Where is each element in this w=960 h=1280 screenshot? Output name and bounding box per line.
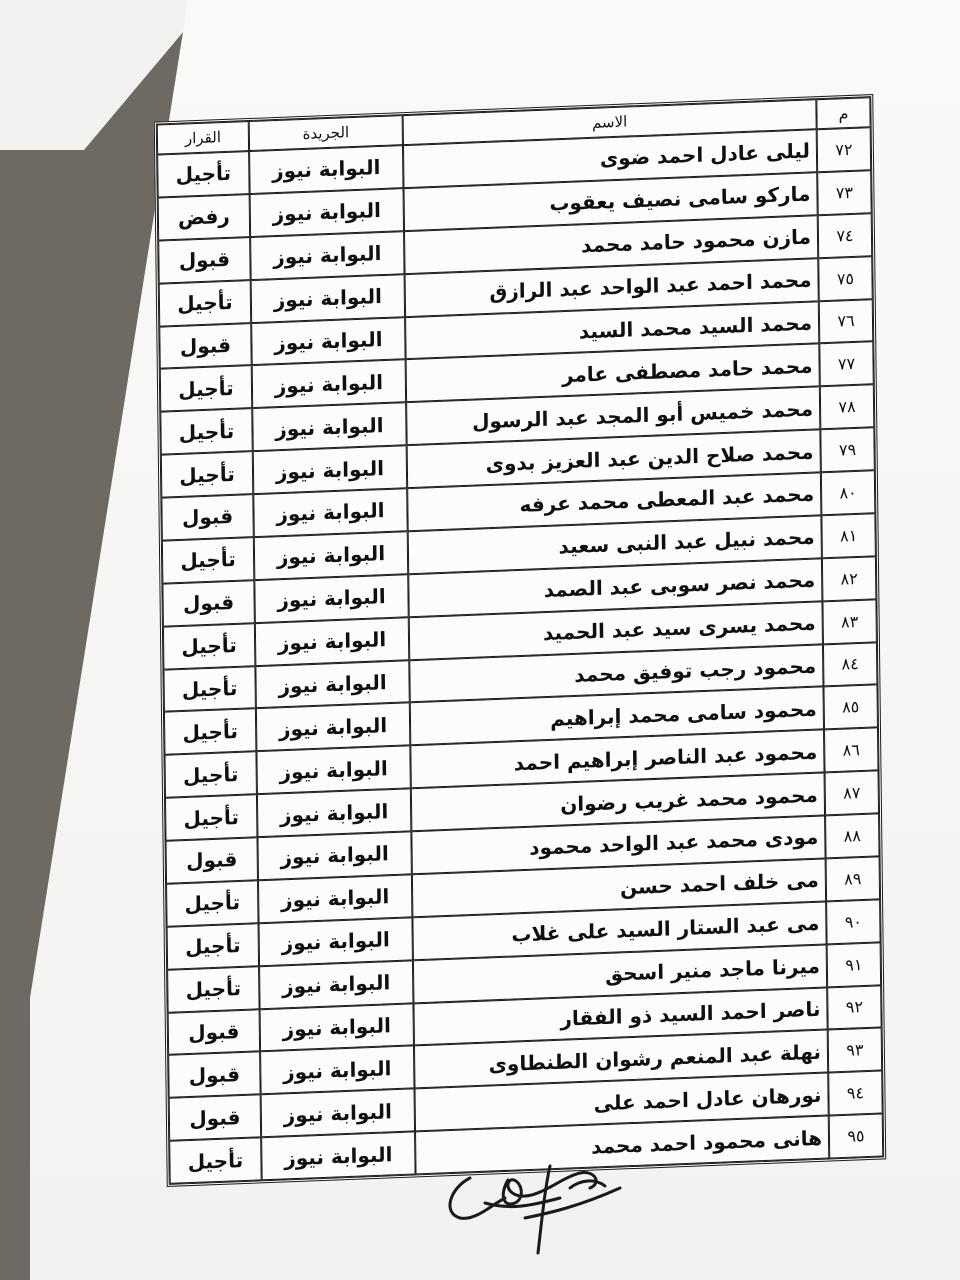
row-name: محمود رجب توفيق محمد (409, 644, 823, 703)
row-newspaper: البوابة نيوز (252, 360, 406, 409)
row-decision: تأجيل (162, 537, 254, 583)
header-name: الاسم (403, 99, 817, 145)
row-newspaper: البوابة نيوز (259, 917, 413, 966)
row-number: ٨٥ (823, 685, 877, 730)
row-newspaper: البوابة نيوز (256, 746, 410, 795)
row-number: ٨٢ (822, 556, 876, 601)
row-newspaper: البوابة نيوز (250, 231, 404, 280)
row-newspaper: البوابة نيوز (251, 274, 405, 323)
row-number: ٨١ (821, 513, 875, 558)
row-newspaper: البوابة نيوز (255, 617, 409, 666)
row-decision: تأجيل (165, 794, 257, 840)
roster-body (157, 127, 883, 1184)
row-number: ٩١ (827, 942, 881, 987)
row-name: نهلة عبد المنعم رشوان الطنطاوى (414, 1030, 828, 1089)
row-decision: قبول (158, 237, 250, 283)
row-newspaper: البوابة نيوز (261, 1132, 415, 1181)
roster-table (154, 94, 886, 1187)
row-newspaper: البوابة نيوز (257, 788, 411, 837)
row-newspaper: البوابة نيوز (261, 1089, 415, 1138)
row-decision: تأجيل (160, 408, 252, 454)
row-name: محمد نصر سوبى عبد الصمد (408, 558, 822, 617)
roster-sheet (154, 94, 886, 1187)
row-name: مى عبد الستار السيد على غلاب (412, 901, 826, 960)
row-newspaper: البوابة نيوز (254, 531, 408, 580)
row-number: ٨٦ (824, 728, 878, 773)
row-decision: تأجيل (160, 365, 252, 411)
row-decision: تأجيل (169, 1137, 261, 1183)
row-number: ٧٥ (818, 256, 872, 301)
row-number: ٧٧ (819, 342, 873, 387)
row-name: ميرنا ماجد منير اسحق (413, 944, 827, 1003)
row-newspaper: البوابة نيوز (252, 402, 406, 451)
row-name: محمود عبد الناصر إبراهيم احمد (410, 730, 824, 789)
row-decision: تأجيل (159, 280, 251, 326)
row-name: محمد نبيل عبد النبى سعيد (408, 515, 822, 574)
row-number: ٧٤ (818, 213, 872, 258)
header-newspaper: الجريدة (249, 115, 403, 151)
row-name: هانى محمود احمد محمد (415, 1116, 829, 1175)
row-name: محمد حامد مصطفى عامر (406, 344, 820, 403)
row-name: ليلى عادل احمد ضوى (403, 129, 817, 188)
row-number: ٧٢ (817, 127, 871, 172)
row-number: ٨٣ (822, 599, 876, 644)
row-name: محمد عبد المعطى محمد عرفه (407, 472, 821, 531)
row-newspaper: البوابة نيوز (256, 703, 410, 752)
handwritten-signature (430, 1158, 670, 1268)
row-newspaper: البوابة نيوز (260, 1046, 414, 1095)
row-name: محمود سامى محمد إبراهيم (410, 687, 824, 746)
row-number: ٨٤ (823, 642, 877, 687)
row-number: ٩٥ (829, 1114, 883, 1159)
row-name: محمود محمد غريب رضوان (411, 773, 825, 832)
row-name: محمد السيد محمد السيد (405, 301, 819, 360)
row-name: محمد احمد عبد الواحد عبد الرازق (405, 258, 819, 317)
row-newspaper: البوابة نيوز (249, 145, 403, 194)
row-decision: تأجيل (161, 451, 253, 497)
row-decision: تأجيل (164, 709, 256, 755)
row-decision: تأجيل (164, 751, 256, 797)
row-number: ٨٠ (821, 470, 875, 515)
row-newspaper: البوابة نيوز (253, 488, 407, 537)
row-number: ٩٣ (828, 1028, 882, 1073)
row-decision: قبول (162, 580, 254, 626)
row-number: ٨٨ (825, 813, 879, 858)
row-number: ٧٦ (819, 299, 873, 344)
row-newspaper: البوابة نيوز (258, 874, 412, 923)
row-name: ماركو سامى نصيف يعقوب (404, 172, 818, 231)
row-decision: رفض (158, 194, 250, 240)
row-newspaper: البوابة نيوز (251, 317, 405, 366)
row-newspaper: البوابة نيوز (250, 188, 404, 237)
header-number: م (816, 97, 870, 129)
row-number: ٧٣ (817, 170, 871, 215)
row-number: ٨٧ (825, 770, 879, 815)
header-decision: القرار (157, 121, 249, 155)
row-decision: تأجيل (163, 666, 255, 712)
row-decision: قبول (161, 494, 253, 540)
row-name: ناصر احمد السيد ذو الفقار (413, 987, 827, 1046)
row-name: محمد صلاح الدين عبد العزيز بدوى (407, 429, 821, 488)
row-number: ٩٤ (828, 1071, 882, 1116)
row-number: ٩٠ (826, 899, 880, 944)
row-newspaper: البوابة نيوز (253, 445, 407, 494)
row-decision: تأجيل (157, 151, 249, 197)
row-number: ٨٩ (826, 856, 880, 901)
row-name: محمد خميس أبو المجد عبد الرسول (406, 387, 820, 446)
row-newspaper: البوابة نيوز (257, 831, 411, 880)
row-decision: تأجيل (163, 623, 255, 669)
row-decision: قبول (159, 323, 251, 369)
row-decision: تأجيل (167, 923, 259, 969)
row-decision: تأجيل (167, 966, 259, 1012)
row-newspaper: البوابة نيوز (259, 960, 413, 1009)
row-name: نورهان عادل احمد على (415, 1073, 829, 1132)
row-name: مازن محمود حامد محمد (404, 215, 818, 274)
row-name: مى خلف احمد حسن (412, 858, 826, 917)
row-number: ٩٢ (827, 985, 881, 1030)
row-newspaper: البوابة نيوز (255, 660, 409, 709)
row-decision: تأجيل (166, 880, 258, 926)
row-name: مودى محمد عبد الواحد محمود (411, 815, 825, 874)
row-name: محمد يسرى سيد عبد الحميد (409, 601, 823, 660)
row-decision: قبول (168, 1009, 260, 1055)
row-decision: قبول (166, 837, 258, 883)
row-newspaper: البوابة نيوز (260, 1003, 414, 1052)
row-number: ٧٩ (820, 427, 874, 472)
row-newspaper: البوابة نيوز (254, 574, 408, 623)
row-decision: قبول (169, 1095, 261, 1141)
row-number: ٧٨ (820, 384, 874, 429)
row-decision: قبول (168, 1052, 260, 1098)
